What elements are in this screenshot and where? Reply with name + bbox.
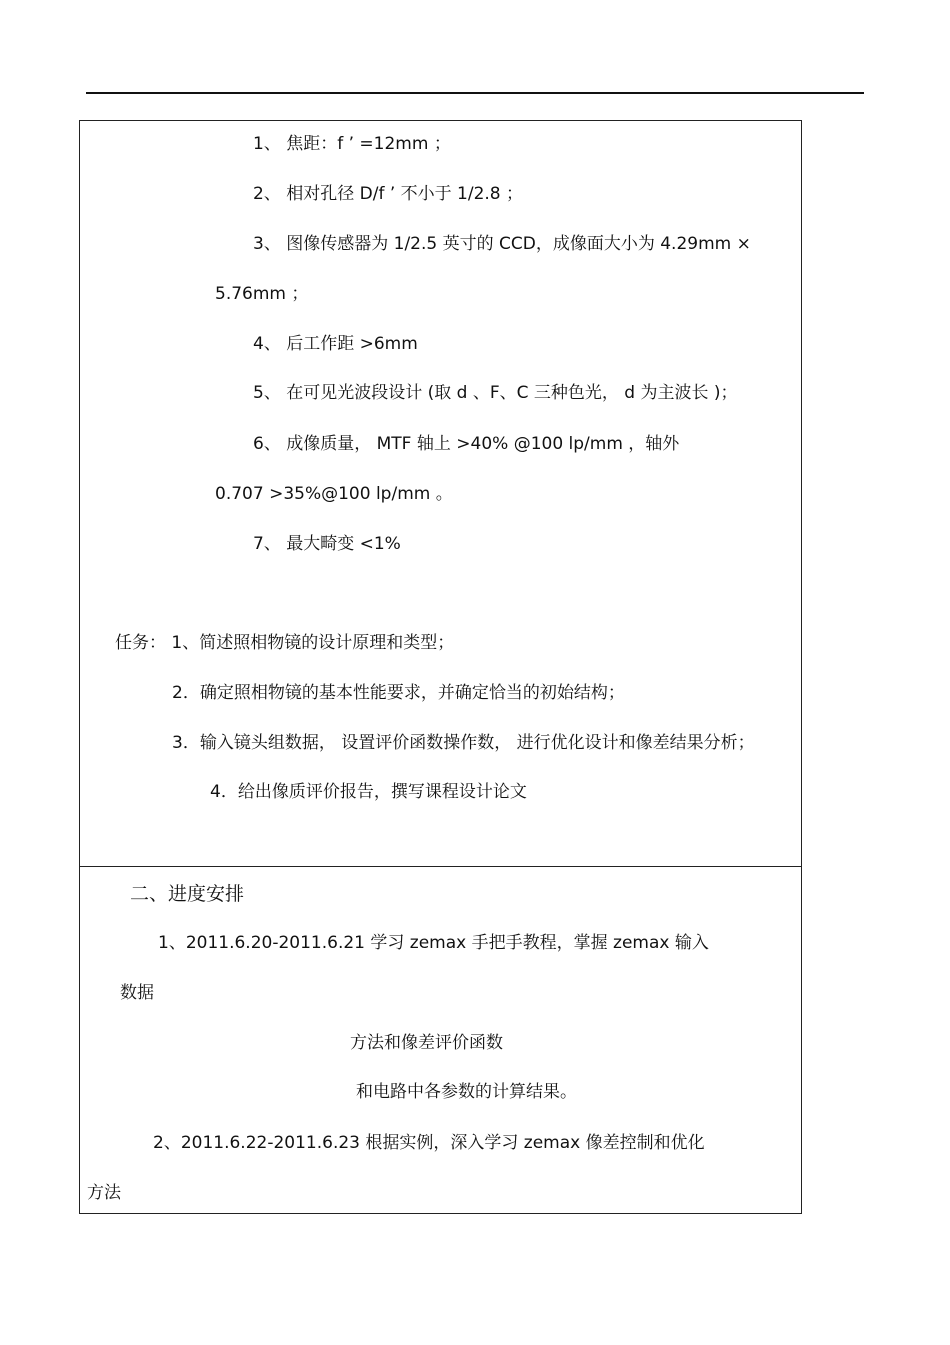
requirement-3-cont: 5.76mm ； [215, 284, 309, 304]
requirement-5: 5、 在可见光波段设计 (取 d 、F、C 三种色光， d 为主波长 )； [253, 383, 738, 403]
schedule-item-1-cont: 数据 [120, 983, 154, 1003]
schedule-item-2: 2、2011.6.22-2011.6.23 根据实例，深入学习 zemax 像差控制和优化 [153, 1133, 705, 1153]
requirement-4: 4、 后工作距 >6mm [253, 334, 418, 354]
requirement-6-cont: 0.707 >35%@100 lp/mm 。 [215, 484, 453, 504]
requirement-3: 3、 图像传感器为 1/2.5 英寸的 CCD，成像面大小为 4.29mm × [253, 234, 751, 254]
schedule-item-2-cont: 方法 [87, 1183, 121, 1203]
schedule-heading: 二、进度安排 [130, 883, 245, 905]
schedule-item-1: 1、2011.6.20-2011.6.21 学习 zemax 手把手教程，掌握 zemax 输入 [158, 933, 709, 953]
requirement-7: 7、 最大畸变 <1% [253, 534, 401, 554]
task-4: 4．给出像质评价报告，撰写课程设计论文 [210, 782, 527, 802]
schedule-item-1-cont3: 和电路中各参数的计算结果。 [356, 1082, 577, 1102]
task-2: 2．确定照相物镜的基本性能要求，并确定恰当的初始结构； [172, 683, 625, 703]
task-3: 3．输入镜头组数据， 设置评价函数操作数， 进行优化设计和像差结果分析； [172, 733, 755, 753]
requirement-2: 2、 相对孔径 D/f ’ 不小于 1/2.8 ； [253, 184, 524, 204]
task-1: 任务： 1、简述照相物镜的设计原理和类型； [115, 633, 455, 653]
requirement-6: 6、 成像质量， MTF 轴上 >40% @100 lp/mm ，轴外 [253, 434, 680, 454]
header-rule [86, 92, 864, 94]
requirement-1: 1、 焦距：f ’ =12mm ； [253, 134, 451, 154]
schedule-item-1-cont2: 方法和像差评价函数 [350, 1033, 503, 1053]
